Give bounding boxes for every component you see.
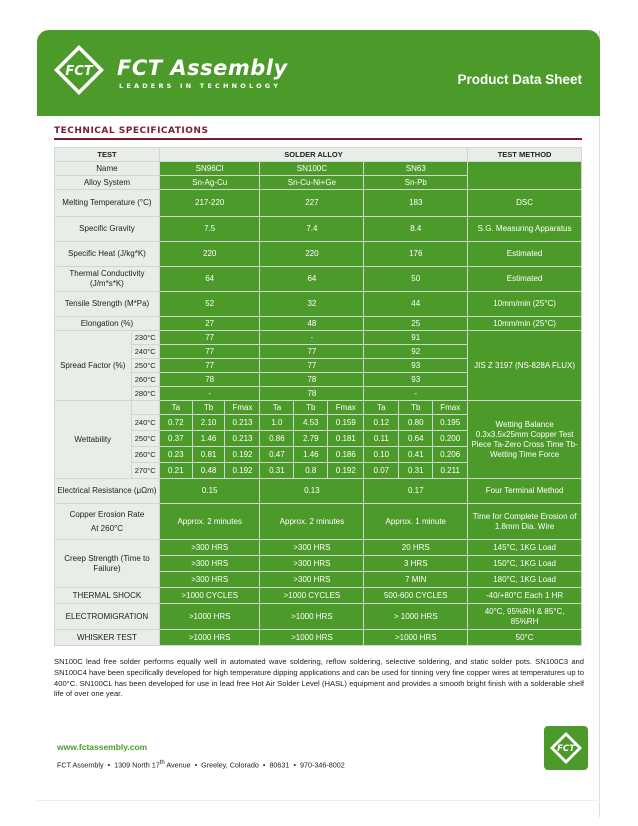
elongation-method: 10mm/min (25°C) (468, 317, 582, 331)
fct-logo-icon (53, 44, 105, 96)
wet-value: 0.195 (433, 415, 468, 431)
whisker-value: >1000 HRS (159, 630, 260, 646)
heat-value: 176 (364, 242, 468, 267)
melting-method: DSC (468, 190, 582, 217)
wet-value: 0.10 (364, 447, 399, 463)
alloy-system-value: Sn-Ag-Cu (159, 176, 260, 190)
wet-col-head: Fmax (433, 401, 468, 415)
wet-value: 0.186 (328, 447, 364, 463)
wet-value: 0.23 (159, 447, 192, 463)
tensile-label: Tensile Strength (M*Pa) (55, 292, 160, 317)
spread-temp: 230°C (131, 331, 159, 345)
creep-value: >300 HRS (159, 572, 260, 588)
wet-temp: 240°C (131, 415, 159, 431)
wet-value: 0.213 (225, 431, 260, 447)
footer-bullet: • (293, 760, 296, 770)
electromigration-label: ELECTROMIGRATION (55, 604, 160, 630)
spread-value: 77 (159, 359, 260, 373)
erosion-label-line1: Copper Erosion Rate (69, 509, 145, 519)
wet-value: 0.12 (364, 415, 399, 431)
elongation-value: 48 (260, 317, 364, 331)
whisker-value: >1000 HRS (260, 630, 364, 646)
spread-value: 91 (364, 331, 468, 345)
resistance-value: 0.13 (260, 479, 364, 504)
wet-value: 0.80 (399, 415, 433, 431)
wet-value: 0.211 (433, 463, 468, 479)
thermal-shock-row (55, 588, 582, 604)
wet-value: 0.48 (192, 463, 225, 479)
wet-value: 0.8 (294, 463, 328, 479)
table-header-row (55, 148, 582, 162)
header-banner (37, 30, 600, 116)
erosion-label-line2: At 260°C (90, 523, 123, 533)
resistance-value: 0.17 (364, 479, 468, 504)
elongation-value: 27 (159, 317, 260, 331)
tensile-value: 32 (260, 292, 364, 317)
thermal-shock-label: THERMAL SHOCK (55, 588, 160, 604)
wet-value: 1.46 (294, 447, 328, 463)
bottom-divider (37, 800, 600, 801)
wet-value: 0.159 (328, 415, 364, 431)
creep-method: 145°C, 1KG Load (468, 540, 582, 556)
whisker-method: 50°C (468, 630, 582, 646)
spread-temp: 240°C (131, 345, 159, 359)
thermal-shock-method: -40/+80°C Each 1 HR (468, 588, 582, 604)
wettability-head-row (55, 401, 582, 415)
heat-row (55, 242, 582, 267)
creep-value: 20 HRS (364, 540, 468, 556)
head-solder-alloy: SOLDER ALLOY (159, 148, 467, 162)
whisker-row (55, 630, 582, 646)
wet-temp: 250°C (131, 431, 159, 447)
document-title: Product Data Sheet (457, 72, 582, 87)
wet-temp: 270°C (131, 463, 159, 479)
brand-name: FCT Assembly (117, 56, 288, 80)
erosion-value: Approx. 1 minute (364, 504, 468, 540)
method-cell (468, 162, 582, 190)
erosion-method: Time for Complete Erosion of 1.8mm Dia. Wire (468, 504, 582, 540)
wet-value: 0.64 (399, 431, 433, 447)
resistance-label: Electrical Resistance (μΩm) (55, 479, 160, 504)
spread-value: - (159, 387, 260, 401)
footer-street: 1309 North 17 (114, 760, 160, 770)
resistance-value: 0.15 (159, 479, 260, 504)
melting-row (55, 190, 582, 217)
spread-label: Spread Factor (%) (55, 331, 132, 401)
wet-value: 0.47 (260, 447, 294, 463)
wet-col-head: Ta (364, 401, 399, 415)
heat-value: 220 (260, 242, 364, 267)
wet-value: 0.37 (159, 431, 192, 447)
creep-value: >300 HRS (260, 556, 364, 572)
head-test: TEST (55, 148, 160, 162)
tensile-value: 44 (364, 292, 468, 317)
spread-value: - (260, 331, 364, 345)
wet-col-head: Ta (159, 401, 192, 415)
tensile-value: 52 (159, 292, 260, 317)
footer-bullet: • (262, 760, 266, 770)
electromigration-value: >1000 HRS (260, 604, 364, 630)
spread-method: JIS Z 3197 (NS-828A FLUX) (468, 331, 582, 401)
wet-value: 2.79 (294, 431, 328, 447)
elongation-label: Elongation (%) (55, 317, 160, 331)
creep-value: >300 HRS (159, 556, 260, 572)
creep-row (55, 540, 582, 556)
wet-col-head: Tb (192, 401, 225, 415)
footer-bullet: • (194, 760, 198, 770)
wet-value: 0.86 (260, 431, 294, 447)
spread-value: 93 (364, 373, 468, 387)
footer-phone: 970-346-8002 (299, 760, 345, 770)
wet-value: 0.07 (364, 463, 399, 479)
melting-value: 183 (364, 190, 468, 217)
electromigration-method: 40°C, 95%RH & 85°C, 85%RH (468, 604, 582, 630)
whisker-label: WHISKER TEST (55, 630, 160, 646)
wet-value: 0.200 (433, 431, 468, 447)
product-note: SN100C lead free solder performs equally well in automated wave soldering, reflow soldering, selective soldering, and static solder pots. SN100C3 and SN100C4 have been specifically developed for high temperature dipping applications and can be used for tinning very fine copper wires at temperatures up to 400°C. SN100CL has been developed for use in lead free Hot Air Solder Level (HASL) equipment and provides a smooth bright finish with a solderable shelf life of over one year. (54, 657, 584, 699)
thermal-method: Estimated (468, 267, 582, 292)
wet-col-head: Ta (260, 401, 294, 415)
electromigration-row (55, 604, 582, 630)
name-label: Name (55, 162, 160, 176)
alloy-system-label: Alloy System (55, 176, 160, 190)
spread-value: 77 (159, 345, 260, 359)
wet-value: 0.81 (192, 447, 225, 463)
melting-value: 217-220 (159, 190, 260, 217)
spread-row (55, 331, 582, 345)
gravity-label: Specific Gravity (55, 217, 160, 242)
spread-value: 77 (260, 345, 364, 359)
thermal-row (55, 267, 582, 292)
footer-bullet: • (107, 760, 111, 770)
melting-label: Melting Temperature (°C) (55, 190, 160, 217)
alloy-name: SN63 (364, 162, 468, 176)
spread-value: 93 (364, 359, 468, 373)
spread-value: 92 (364, 345, 468, 359)
creep-value: 7 MIN (364, 572, 468, 588)
brand-tagline: LEADERS IN TECHNOLOGY (119, 82, 282, 90)
footer-street-suffix: th (159, 760, 165, 766)
creep-value: 3 HRS (364, 556, 468, 572)
elongation-row (55, 317, 582, 331)
head-test-method: TEST METHOD (468, 148, 582, 162)
wet-value: 0.192 (225, 447, 260, 463)
footer-avenue: Avenue (166, 760, 191, 770)
wettability-label: Wettability (55, 401, 132, 479)
thermal-label: Thermal Conductivity (J/m*s*K) (55, 267, 160, 292)
alloy-name: SN100C (260, 162, 364, 176)
electromigration-value: > 1000 HRS (364, 604, 468, 630)
spread-value: 78 (159, 373, 260, 387)
gravity-value: 7.4 (260, 217, 364, 242)
spread-temp: 280°C (131, 387, 159, 401)
footer-fct-logo-icon (544, 726, 588, 770)
creep-method: 180°C, 1KG Load (468, 572, 582, 588)
wet-value: 0.11 (364, 431, 399, 447)
thermal-shock-value: 500-600 CYCLES (364, 588, 468, 604)
section-title: TECHNICAL SPECIFICATIONS (54, 126, 582, 140)
creep-method: 150°C, 1KG Load (468, 556, 582, 572)
heat-method: Estimated (468, 242, 582, 267)
footer-company: FCT Assembly (57, 760, 104, 770)
wet-col-head: Tb (399, 401, 433, 415)
wettability-corner (131, 401, 159, 415)
spec-table (54, 147, 582, 646)
tensile-row (55, 292, 582, 317)
alloy-name: SN96CI (159, 162, 260, 176)
heat-value: 220 (159, 242, 260, 267)
wettability-method: Wetting Balance 0.3x3.5x25mm Copper Test Piece Ta-Zero Cross Time Tb-Wetting Time Force (468, 401, 582, 479)
wet-col-head: Fmax (328, 401, 364, 415)
resistance-row (55, 479, 582, 504)
wet-temp: 260°C (131, 447, 159, 463)
wet-col-head: Fmax (225, 401, 260, 415)
erosion-value: Approx. 2 minutes (159, 504, 260, 540)
wet-value: 0.31 (260, 463, 294, 479)
footer-zip: 80631 (269, 760, 290, 770)
thermal-shock-value: >1000 CYCLES (260, 588, 364, 604)
gravity-value: 8.4 (364, 217, 468, 242)
wet-value: 0.31 (399, 463, 433, 479)
website-link[interactable]: www.fctassembly.com (57, 742, 148, 752)
creep-label: Creep Strength (Time to Failure) (55, 540, 160, 588)
thermal-shock-value: >1000 CYCLES (159, 588, 260, 604)
spread-value: 77 (159, 331, 260, 345)
spread-value: - (364, 387, 468, 401)
gravity-row (55, 217, 582, 242)
spread-value: 78 (260, 387, 364, 401)
wet-value: 0.181 (328, 431, 364, 447)
thermal-value: 50 (364, 267, 468, 292)
spread-temp: 250°C (131, 359, 159, 373)
spread-value: 77 (260, 359, 364, 373)
wet-value: 0.192 (225, 463, 260, 479)
wet-value: 0.21 (159, 463, 192, 479)
erosion-label (55, 504, 160, 540)
footer-logo-text: FCT (557, 744, 575, 754)
elongation-value: 25 (364, 317, 468, 331)
thermal-value: 64 (260, 267, 364, 292)
alloy-system-value: Sn-Cu-Ni+Ge (260, 176, 364, 190)
footer-city: Greeley, Colorado (201, 760, 259, 770)
whisker-value: >1000 HRS (364, 630, 468, 646)
logo-text: FCT (65, 64, 93, 79)
resistance-method: Four Terminal Method (468, 479, 582, 504)
creep-value: >300 HRS (159, 540, 260, 556)
erosion-value: Approx. 2 minutes (260, 504, 364, 540)
wet-value: 0.213 (225, 415, 260, 431)
melting-value: 227 (260, 190, 364, 217)
spread-value: 78 (260, 373, 364, 387)
erosion-row (55, 504, 582, 540)
creep-value: >300 HRS (260, 540, 364, 556)
wet-value: 1.46 (192, 431, 225, 447)
footer-address (57, 760, 345, 769)
wet-value: 0.41 (399, 447, 433, 463)
electromigration-value: >1000 HRS (159, 604, 260, 630)
wet-value: 0.206 (433, 447, 468, 463)
name-row (55, 162, 582, 176)
alloy-system-value: Sn-Pb (364, 176, 468, 190)
thermal-value: 64 (159, 267, 260, 292)
creep-value: >300 HRS (260, 572, 364, 588)
tensile-method: 10mm/min (25°C) (468, 292, 582, 317)
spread-temp: 260°C (131, 373, 159, 387)
data-sheet-page (37, 30, 600, 817)
gravity-value: 7.5 (159, 217, 260, 242)
heat-label: Specific Heat (J/kg*K) (55, 242, 160, 267)
wet-value: 4.53 (294, 415, 328, 431)
wet-value: 0.192 (328, 463, 364, 479)
wet-value: 0.72 (159, 415, 192, 431)
gravity-method: S.G. Measuring Apparatus (468, 217, 582, 242)
wet-value: 2.10 (192, 415, 225, 431)
wet-value: 1.0 (260, 415, 294, 431)
wet-col-head: Tb (294, 401, 328, 415)
